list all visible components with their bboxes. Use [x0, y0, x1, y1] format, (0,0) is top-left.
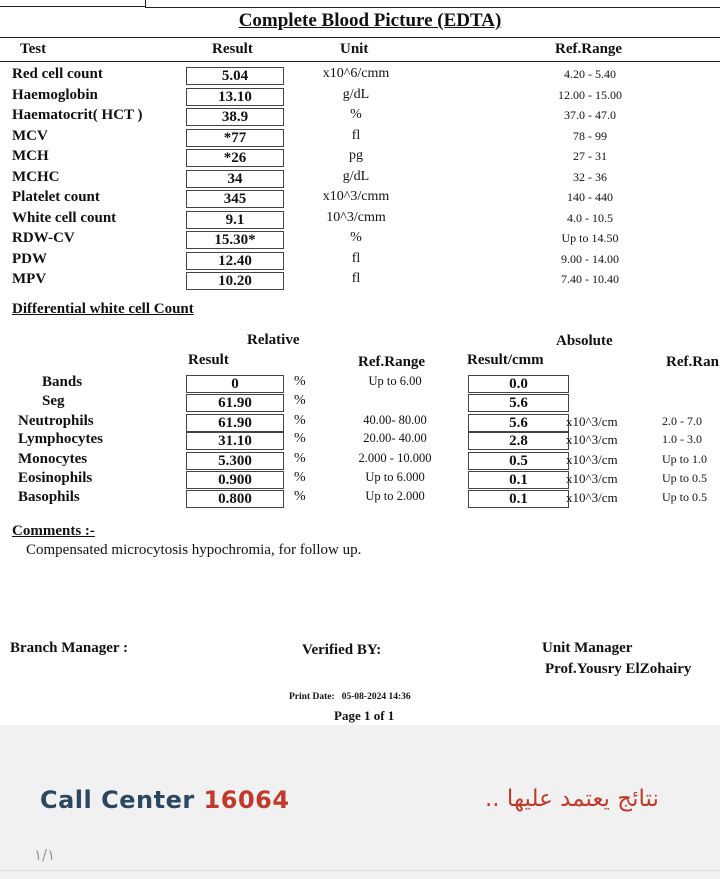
result-value: 9.1	[186, 211, 284, 229]
absolute-ref-range: Up to 0.5	[662, 471, 707, 485]
result-value: 15.30*	[186, 231, 284, 249]
abs-result-header: Result/cmm	[467, 352, 544, 368]
relative-value: 0.900	[186, 471, 284, 489]
result-value: *77	[186, 129, 284, 147]
unit-value: pg	[349, 148, 363, 163]
ref-range-value: Up to 14.50	[561, 231, 619, 245]
branch-manager-label: Branch Manager :	[10, 640, 129, 656]
cell-type-name: Basophils	[18, 489, 80, 505]
call-center-number: 16064	[203, 786, 290, 814]
result-value: 34	[186, 170, 284, 188]
ref-range-value: 32 - 36	[573, 169, 607, 184]
unit-value: g/dL	[342, 86, 370, 102]
comments-text: Compensated microcytosis hypochromia, for follow up.	[26, 542, 362, 558]
header-bottom-rule	[0, 61, 720, 62]
absolute-value: 0.5	[468, 452, 569, 470]
diff-ref-header: Ref.Range	[358, 354, 426, 370]
absolute-value: 2.8	[468, 432, 569, 450]
relative-value: 5.300	[186, 452, 284, 470]
top-border-line	[0, 6, 145, 7]
relative-value: 0	[186, 375, 284, 393]
unit-value: x10^3/cmm	[322, 189, 390, 204]
absolute-unit: x10^3/cm	[566, 471, 618, 486]
header-top-rule	[0, 37, 720, 38]
ref-range-value: 7.40 - 10.40	[561, 272, 619, 286]
ref-range-value: 140 - 440	[567, 190, 613, 204]
unit-value: g/dL	[342, 168, 370, 184]
percent-unit: %	[294, 489, 306, 504]
relative-value: 31.10	[186, 432, 284, 450]
relative-ref-range: Up to 6.00	[368, 374, 422, 388]
abs-ref-header: Ref.Ran	[666, 354, 719, 370]
percent-unit: %	[294, 470, 306, 485]
cell-type-name: Bands	[42, 374, 83, 390]
top-cut-box	[145, 0, 720, 8]
result-value: *26	[186, 149, 284, 167]
cell-type-name: Monocytes	[18, 451, 88, 467]
page-number: Page 1 of 1	[334, 708, 395, 723]
relative-label: Relative	[247, 332, 300, 348]
result-value: 38.9	[186, 108, 284, 126]
unit-value: %	[350, 230, 362, 245]
verified-by-label: Verified BY:	[302, 642, 382, 658]
unit-value: fl	[351, 250, 361, 266]
header-result: Result	[212, 41, 253, 57]
ref-range-value: 78 - 99	[573, 128, 607, 143]
call-center: Call Center 16064	[40, 786, 290, 814]
absolute-value: 0.1	[468, 490, 569, 508]
viewer-bottom-line	[0, 870, 720, 871]
unit-manager-label: Unit Manager	[542, 640, 633, 656]
viewer-page-indicator: ١/١	[34, 846, 56, 864]
test-name: MCV	[12, 127, 48, 144]
header-unit: Unit	[340, 41, 369, 57]
header-test: Test	[20, 41, 47, 57]
result-value: 13.10	[186, 88, 284, 106]
ref-range-value: 37.0 - 47.0	[564, 108, 616, 122]
unit-manager-name: Prof.Yousry ElZohairy	[545, 661, 692, 677]
unit-value: %	[350, 107, 362, 122]
absolute-ref-range: Up to 1.0	[662, 452, 707, 466]
diff-result-header: Result	[188, 352, 229, 368]
test-name: White cell count	[12, 209, 117, 226]
differential-title: Differential white cell Count	[12, 301, 194, 317]
test-name: Haematocrit( HCT )	[12, 107, 143, 123]
absolute-unit: x10^3/cm	[566, 414, 618, 429]
test-name: MCH	[12, 148, 49, 164]
relative-ref-range: 2.000 - 10.000	[358, 451, 432, 465]
relative-ref-range: 20.00- 40.00	[363, 431, 427, 445]
cell-type-name: Lymphocytes	[18, 431, 104, 447]
ref-range-value: 4.20 - 5.40	[564, 67, 616, 81]
test-name: Haemoglobin	[12, 86, 98, 103]
absolute-value: 0.0	[468, 375, 569, 393]
test-name: MCHC	[12, 168, 60, 185]
result-value: 10.20	[186, 272, 284, 290]
cell-type-name: Seg	[42, 393, 65, 409]
report-title: Complete Blood Picture (EDTA)	[238, 10, 502, 31]
absolute-unit: x10^3/cm	[566, 432, 618, 447]
ref-range-value: 9.00 - 14.00	[561, 251, 619, 266]
result-value: 5.04	[186, 67, 284, 85]
relative-value: 0.800	[186, 490, 284, 508]
test-name: PDW	[12, 250, 47, 267]
unit-value: fl	[351, 271, 361, 286]
percent-unit: %	[294, 431, 306, 446]
relative-value: 61.90	[186, 394, 284, 412]
unit-value: x10^6/cmm	[322, 66, 390, 81]
cell-type-name: Neutrophils	[18, 413, 94, 429]
absolute-ref-range: 1.0 - 3.0	[662, 432, 702, 446]
percent-unit: %	[294, 374, 306, 389]
absolute-unit: x10^3/cm	[566, 490, 618, 505]
print-date: Print Date: 05-08-2024 14:36	[289, 692, 411, 702]
relative-ref-range: Up to 2.000	[365, 489, 425, 503]
absolute-value: 5.6	[468, 414, 569, 432]
unit-value: fl	[351, 127, 361, 143]
header-ref-range: Ref.Range	[555, 41, 623, 57]
test-name: RDW-CV	[12, 230, 75, 246]
absolute-unit: x10^3/cm	[566, 452, 618, 467]
absolute-ref-range: 2.0 - 7.0	[662, 414, 702, 428]
unit-value: 10^3/cmm	[326, 209, 386, 225]
arabic-slogan: نتائج يعتمد عليها ..	[485, 786, 659, 812]
test-name: MPV	[12, 271, 47, 287]
relative-ref-range: 40.00- 80.00	[363, 413, 427, 427]
ref-range-value: 27 - 31	[573, 149, 607, 163]
percent-unit: %	[294, 393, 306, 408]
result-value: 345	[186, 190, 284, 208]
absolute-label: Absolute	[556, 333, 613, 349]
percent-unit: %	[294, 451, 306, 466]
absolute-ref-range: Up to 0.5	[662, 490, 707, 504]
result-value: 12.40	[186, 252, 284, 270]
absolute-value: 5.6	[468, 394, 569, 412]
cell-type-name: Eosinophils	[18, 470, 93, 486]
percent-unit: %	[294, 413, 306, 428]
ref-range-value: 12.00 - 15.00	[558, 87, 622, 102]
absolute-value: 0.1	[468, 471, 569, 489]
relative-value: 61.90	[186, 414, 284, 432]
comments-label: Comments :-	[12, 523, 95, 539]
test-name: Red cell count	[12, 66, 103, 82]
ref-range-value: 4.0 - 10.5	[567, 210, 613, 225]
relative-ref-range: Up to 6.000	[365, 470, 425, 484]
test-name: Platelet count	[12, 189, 100, 205]
